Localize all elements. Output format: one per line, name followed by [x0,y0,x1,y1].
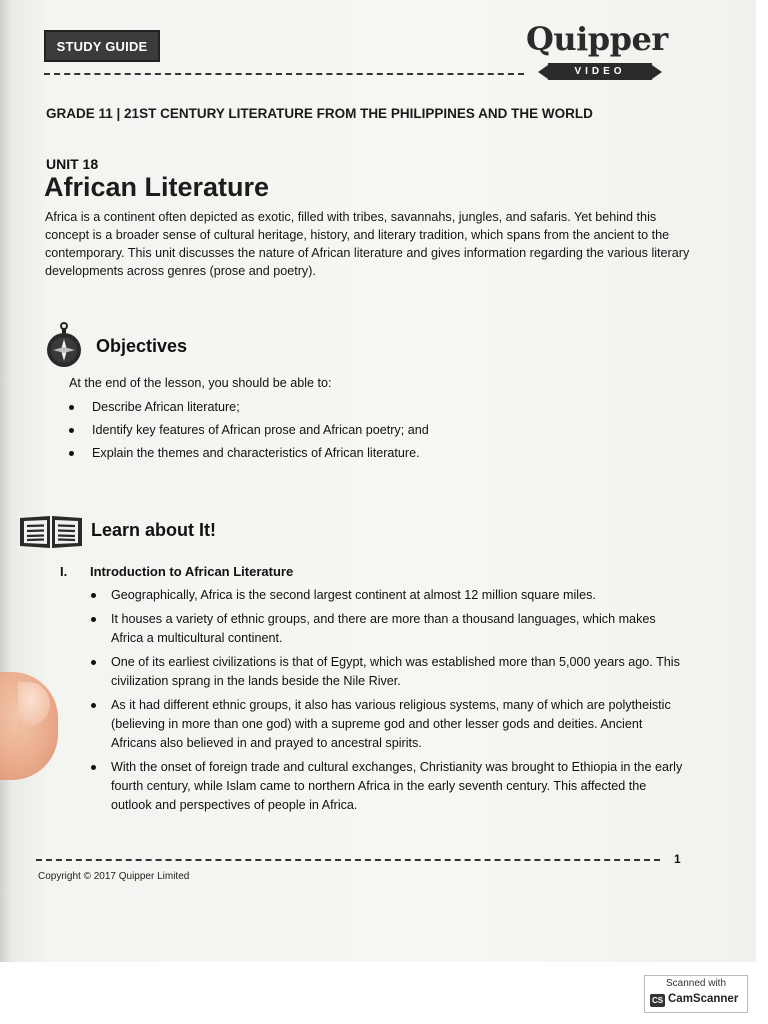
objectives-lead: At the end of the lesson, you should be able to: [69,376,332,390]
open-book-icon [18,512,84,550]
watermark-name: CamScanner [668,993,739,1005]
logo-video-banner: VIDEO [548,63,652,80]
unit-label: UNIT 18 [46,156,99,172]
list-item: As it had different ethnic groups, it also has various religious systems, many of which are polytheistic (believing in more than one god) with a supreme god and other lesser gods and deities. Ancient Africans also believed in and prayed to ancestral spirits. [88,696,688,753]
page-title: African Literature [44,172,270,202]
section-number: I. [60,564,68,579]
section-title: Introduction to African Literature [90,564,294,579]
watermark-top-text: Scanned with [665,978,727,989]
objective-item: Describe African literature; [66,398,666,421]
objectives-list [66,398,666,467]
learn-heading: Learn about It! [91,520,216,540]
objective-item: Explain the themes and characteristics of African literature. [66,444,666,467]
learn-list [88,586,688,820]
copyright: Copyright © 2017 Quipper Limited [38,871,190,882]
camscanner-watermark [644,975,748,1013]
camscanner-logo-icon: CS [651,996,664,1005]
page-edge [0,0,10,962]
study-guide-badge: STUDY GUIDE [44,30,160,62]
header-divider [44,73,524,75]
compass-icon [43,322,85,368]
course-line: GRADE 11 | 21ST CENTURY LITERATURE FROM THE PHILIPPINES AND THE WORLD [46,106,593,121]
footer-divider [36,859,660,861]
intro-paragraph: Africa is a continent often depicted as exotic, filled with tribes, savannahs, jungles, and safaris. Yet behind this concept is a broader sense of cultural heritage, history, and literary tradition, which spans from the ancient to the contemporary. This unit discusses the nature of African literature and gives information regarding the various literary developments across genres (prose and poetry). [45,210,690,278]
list-item: Geographically, Africa is the second largest continent at almost 12 million square miles. [88,586,688,605]
quipper-logo: Quipper [526,20,668,58]
objectives-heading: Objectives [96,336,188,356]
list-item: One of its earliest civilizations is that of Egypt, which was established more than 5,000 years ago. This civilization sprang in the lands beside the Nile River. [88,653,688,691]
page-number: 1 [674,852,681,866]
objective-item: Identify key features of African prose and African poetry; and [66,421,666,444]
list-item: With the onset of foreign trade and cultural exchanges, Christianity was brought to Ethiopia in the early fourth century, while Islam came to northern Africa in the early seventh century. This affected the outlook and perspectives of people in Africa. [88,758,688,815]
list-item: It houses a variety of ethnic groups, and there are more than a thousand languages, which makes Africa a multicultural continent. [88,610,688,648]
